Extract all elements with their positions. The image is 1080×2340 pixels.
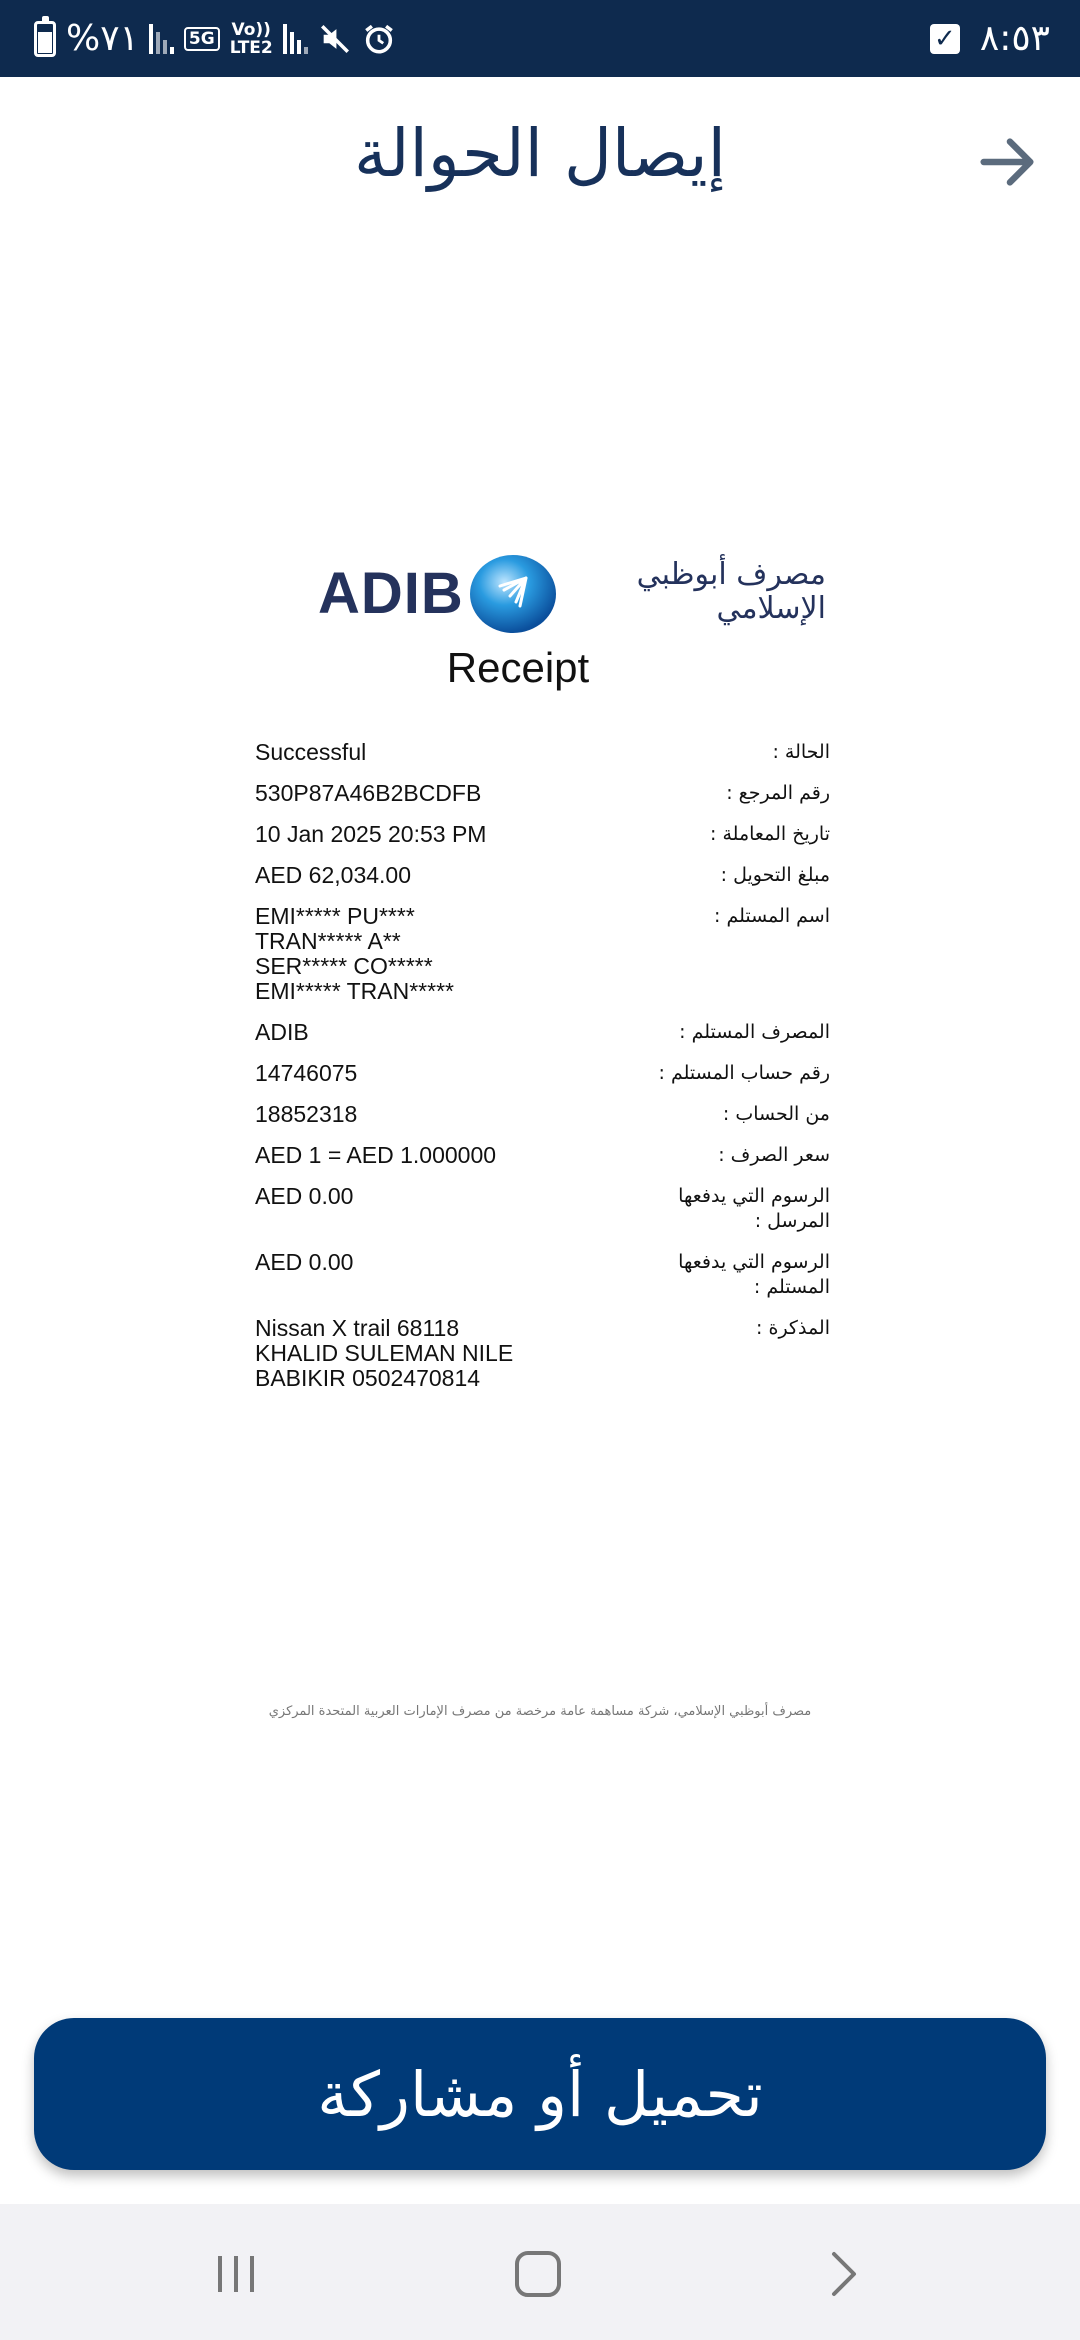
volte-top-text: Vo)) xyxy=(231,19,271,40)
back-icon[interactable] xyxy=(812,2244,872,2304)
receipt-row xyxy=(255,1184,875,1234)
status-left-group xyxy=(34,0,396,77)
receipt-row-value: 14746075 xyxy=(255,1060,358,1086)
receipt-row-value: Successful xyxy=(255,739,367,765)
mute-icon xyxy=(318,22,352,56)
receipt-row xyxy=(255,863,875,888)
receipt-row-label: من الحساب : xyxy=(722,1103,830,1125)
receipt-details xyxy=(255,740,875,1407)
download-share-button[interactable]: تحميل أو مشاركة xyxy=(34,2018,1046,2170)
receipt-row-label: المصرف المستلم : xyxy=(679,1021,830,1043)
receipt-row-label: رقم حساب المستلم : xyxy=(658,1062,830,1084)
receipt-row-label: رقم المرجع : xyxy=(726,782,830,804)
receipt-row-value: AED 0.00 xyxy=(255,1183,354,1209)
alarm-icon xyxy=(362,22,396,56)
receipt-row xyxy=(255,822,875,847)
page-title: إيصال الحوالة xyxy=(354,115,726,192)
header xyxy=(0,77,1080,237)
receipt-row xyxy=(255,1316,875,1391)
battery-icon xyxy=(34,21,56,57)
logo-arabic-line2: الإسلامي xyxy=(716,591,826,626)
receipt-row xyxy=(255,904,875,1004)
battery-percentage: %٧١ xyxy=(66,18,139,59)
logo-latin-text: ADIB xyxy=(318,561,464,626)
adib-logo xyxy=(318,552,826,636)
receipt-row-label: الحالة : xyxy=(772,741,830,763)
receipt-row-label: مبلغ التحويل : xyxy=(720,864,830,886)
receipt-row xyxy=(255,781,875,806)
receipt-row xyxy=(255,1143,875,1168)
home-icon[interactable] xyxy=(508,2244,568,2304)
receipt-row-value: EMI***** PU**** TRAN***** A** SER***** CO***** EMI***** TRAN***** xyxy=(255,903,454,1004)
logo-arabic-text xyxy=(576,558,826,626)
navigation-bar xyxy=(0,2204,1080,2340)
receipt-row xyxy=(255,740,875,765)
volte-badge xyxy=(230,21,273,57)
receipt-row-label: سعر الصرف : xyxy=(718,1144,830,1166)
receipt-row-label: المذكرة : xyxy=(756,1317,830,1339)
network-5g-badge: 5G xyxy=(184,27,220,51)
receipt-row-label: الرسوم التي يدفعها المرسل : xyxy=(678,1185,830,1232)
status-right-group xyxy=(930,0,1050,77)
receipt-row xyxy=(255,1250,875,1300)
signal-strength-icon xyxy=(149,24,174,54)
receipt-row-value: Nissan X trail 68118 KHALID SULEMAN NILE BABIKIR 0502470814 xyxy=(255,1315,514,1391)
footer-note: مصرف أبوظبي الإسلامي، شركة مساهمة عامة مرخصة من مصرف الإمارات العربية المتحدة المركزي xyxy=(268,1704,812,1719)
adib-emblem-icon xyxy=(468,552,558,636)
signal-strength-2-icon xyxy=(283,24,308,54)
checkbox-notification-icon: ✓ xyxy=(930,24,960,54)
recent-apps-icon[interactable] xyxy=(206,2244,266,2304)
receipt-row xyxy=(255,1102,875,1127)
logo-arabic-line1: مصرف أبوظبي xyxy=(636,557,826,592)
receipt-row-value: AED 62,034.00 xyxy=(255,862,412,888)
receipt-row xyxy=(255,1020,875,1045)
clock: ٨:٥٣ xyxy=(979,18,1050,59)
receipt-row xyxy=(255,1061,875,1086)
volte-bottom-text: LTE2 xyxy=(229,37,273,58)
receipt-row-label: الرسوم التي يدفعها المستلم : xyxy=(678,1251,830,1298)
receipt-heading: Receipt xyxy=(446,644,590,691)
arrow-right-icon[interactable] xyxy=(972,127,1042,197)
status-bar xyxy=(0,0,1080,77)
receipt-row-label: تاريخ المعاملة : xyxy=(710,823,830,845)
receipt-row-value: 10 Jan 2025 20:53 PM xyxy=(255,821,487,847)
receipt-row-label: اسم المستلم : xyxy=(714,905,830,927)
receipt-row-value: AED 1 = AED 1.000000 xyxy=(255,1142,497,1168)
receipt-row-value: 18852318 xyxy=(255,1101,358,1127)
receipt-row-value: ADIB xyxy=(255,1019,309,1045)
receipt-row-value: AED 0.00 xyxy=(255,1249,354,1275)
receipt-row-value: 530P87A46B2BCDFB xyxy=(255,780,482,806)
